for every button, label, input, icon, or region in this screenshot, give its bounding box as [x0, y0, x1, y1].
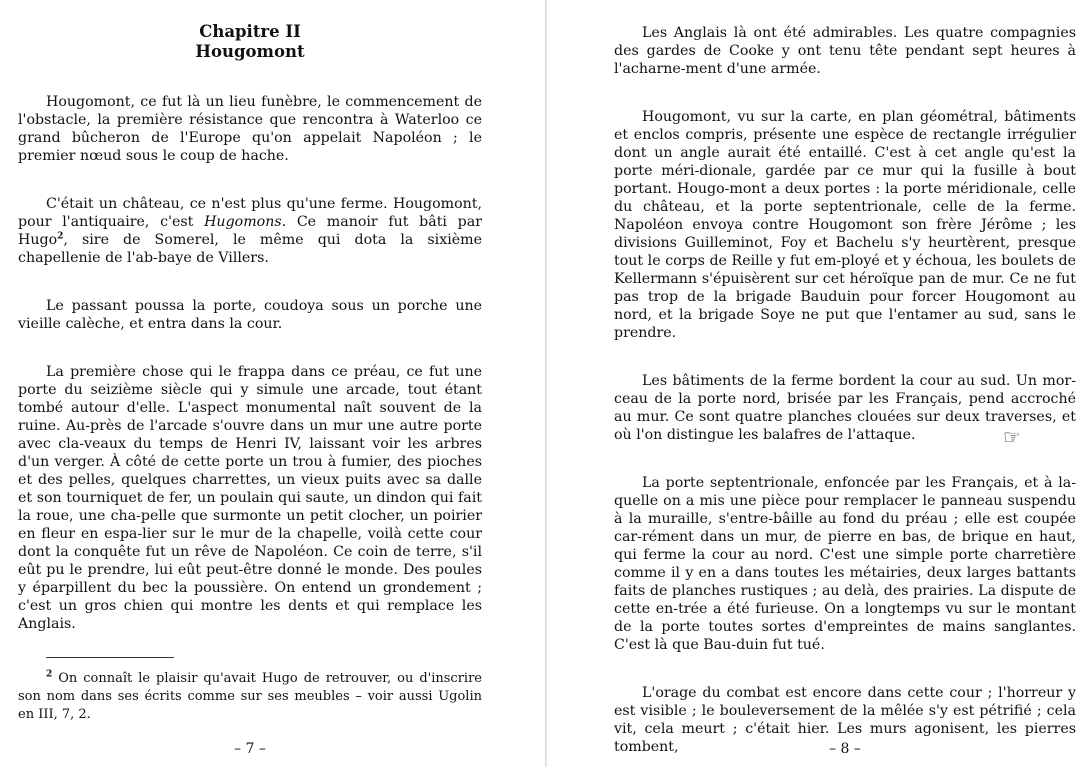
footnote-text: On connaît le plaisir qu'avait Hugo de retrouver, ou d'inscrire son nom dans ses écrits comme sur ses meubles – voir aussi Ugolin en III, 7, 2.	[18, 671, 482, 722]
italic-term: Hugomons	[204, 214, 282, 230]
paragraph: Le passant poussa la porte, coudoya sous un porche une vieille calèche, et entra dans la cour.	[18, 298, 482, 332]
footnote-marker: 2	[46, 669, 53, 680]
page-number: – 7 –	[234, 741, 266, 757]
chapter-subtitle: Hougomont	[195, 42, 305, 61]
paragraph: Les Anglais là ont été admirables. Les quatre compagnies des gardes de Cooke y ont tenu tête pendant sept heures à l'acharne-ment d'une armée.	[614, 25, 1076, 77]
footnote-rule	[46, 657, 174, 658]
paragraph: La porte septentrionale, enfoncée par les Français, et à la-quelle on a mis une pièce pour remplacer le panneau suspendu à la muraille, s'entre-bâille au fond du préau ; elle est coupée car-rément dans un mur, de pierre en bas, de brique en haut, qui ferme la cour au nord. C'est une simple porte charretière comme il y en a dans toutes les métairies, deux larges battants faits de planches rustiques ; au delà, des prairies. La dispute de cette en-trée a été furieuse. On a longtemps vu sur le montant de la porte toutes sortes d'empreintes de mains sanglantes. C'est là que Bau-duin fut tué.	[614, 475, 1076, 653]
paragraph-text: C'était un château, ce n'est plus qu'une ferme. Hougomont, pour l'antiquaire, c'est	[18, 196, 482, 230]
right-page	[548, 0, 1092, 767]
left-page	[0, 0, 545, 767]
paragraph: L'orage du combat est encore dans cette cour ; l'horreur y est visible ; le bouleversement de la mêlée s'y est pétrifié ; cela vit, cela meurt ; c'était hier. Les murs agonisent, les pierres tombent,	[614, 685, 1076, 755]
paragraph: Les bâtiments de la ferme bordent la cour au sud. Un mor-ceau de la porte nord, brisée par les Français, pend accroché au mur. Ce sont quatre planches clouées sur deux traverses, et où l'on distingue les balafres de l'attaque.	[614, 373, 1076, 443]
paragraph-with-footnote	[18, 195, 482, 267]
paragraph-text: . Ce manoir fut bâti par Hugo	[18, 214, 482, 248]
footnote-reference[interactable]: 2	[57, 231, 64, 242]
paragraph: Hougomont, ce fut là un lieu funèbre, le commencement de l'obstacle, la première résistance que rencontra à Waterloo ce grand bûcheron de l'Europe qu'on appelait Napoléon ; le premier nœud sous le coup de hache.	[18, 94, 482, 164]
pointing-hand-icon: ☞	[1003, 425, 1021, 449]
paragraph: Hougomont, vu sur la carte, en plan géométral, bâtiments et enclos compris, présente une espèce de rectangle irrégulier dont un angle aurait été entaillé. C'est à cet angle qu'est la porte méri-dionale, gardée par ce mur qui la fusille à bout portant. Hougo-mont a deux portes : la porte méridionale, celle du château, et la porte septentrionale, celle de la ferme. Napoléon envoya contre Hougomont son frère Jérôme ; les divisions Guilleminot, Foy et Bachelu s'y heurtèrent, presque tout le corps de Reille y fut em-ployé et y échoua, les boulets de Kellermann s'épuisèrent sur cet héroïque pan de mur. Ce ne fut pas trop de la brigade Bauduin pour forcer Hougomont au nord, et la brigade Soye ne put que l'entamer au sud, sans le prendre.	[614, 109, 1076, 341]
chapter-title: Chapitre II	[199, 22, 301, 41]
paragraph-text: , sire de Somerel, le même qui dota la sixième chapellenie de l'ab-baye de Villers.	[18, 232, 482, 266]
footnote	[18, 670, 482, 724]
page-number: – 8 –	[829, 741, 861, 757]
chapter-heading	[18, 22, 482, 62]
right-text-block	[614, 24, 1076, 767]
paragraph: La première chose qui le frappa dans ce préau, ce fut une porte du seizième siècle qui y simule une arcade, tout étant tombé autour d'elle. L'aspect monumental naît souvent de la ruine. Au-près de l'arcade s'ouvre dans un mur une autre porte avec cla-veaux du temps de Henri IV, laissant voir les arbres d'un verger. À côté de cette porte un trou à fumier, des pioches et des pelles, quelques charrettes, un vieux puits avec sa dalle et son tourniquet de fer, un poulain qui saute, un dindon qui fait la roue, une cha-pelle que surmonte un petit clocher, un poirier en fleur en espa-lier sur le mur de la chapelle, voilà cette cour dont la conquête fut un rêve de Napoléon. Ce coin de terre, s'il eût pu le prendre, lui eût peut-être donné le monde. Des poules y éparpillent du bec la poussière. On entend un grondement ; c'est un gros chien qui montre les dents et qui remplace les Anglais.	[18, 364, 482, 632]
left-text-block	[18, 93, 482, 663]
